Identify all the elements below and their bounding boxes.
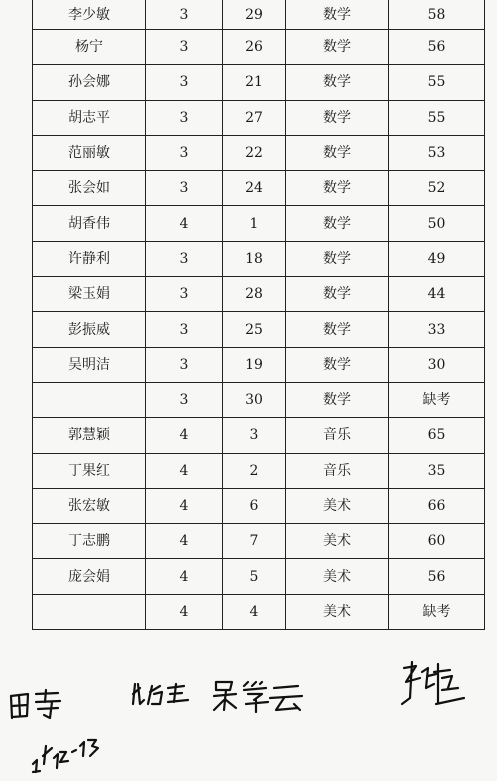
cell-class: 3	[146, 65, 223, 100]
cell-seat: 6	[223, 488, 286, 523]
cell-score: 50	[389, 206, 485, 241]
cell-name: 胡志平	[33, 100, 146, 135]
signature-2	[130, 680, 194, 710]
cell-class: 4	[146, 418, 223, 453]
cell-score: 52	[389, 171, 485, 206]
cell-score: 30	[389, 347, 485, 382]
cell-class: 3	[146, 171, 223, 206]
table-row	[33, 277, 485, 312]
signature-4	[398, 658, 470, 710]
cell-subject: 数学	[286, 135, 389, 170]
table-row	[33, 0, 485, 30]
cell-class: 3	[146, 30, 223, 65]
cell-class: 3	[146, 0, 223, 30]
cell-subject: 数学	[286, 312, 389, 347]
cell-name: 张宏敏	[33, 488, 146, 523]
table-row	[33, 171, 485, 206]
table-row	[33, 206, 485, 241]
table-row	[33, 135, 485, 170]
cell-name: 彭振威	[33, 312, 146, 347]
cell-seat: 26	[223, 30, 286, 65]
cell-score: 56	[389, 559, 485, 594]
cell-seat: 28	[223, 277, 286, 312]
cell-seat: 25	[223, 312, 286, 347]
table-row	[33, 241, 485, 276]
signature-1	[8, 688, 64, 724]
cell-score: 55	[389, 65, 485, 100]
cell-score: 49	[389, 241, 485, 276]
cell-score: 缺考	[389, 594, 485, 629]
score-table	[32, 0, 485, 630]
table-row	[33, 594, 485, 629]
cell-subject: 数学	[286, 382, 389, 417]
cell-subject: 音乐	[286, 418, 389, 453]
cell-seat: 1	[223, 206, 286, 241]
cell-score: 35	[389, 453, 485, 488]
cell-subject: 数学	[286, 277, 389, 312]
table-row	[33, 453, 485, 488]
cell-subject: 美术	[286, 524, 389, 559]
cell-name: 胡香伟	[33, 206, 146, 241]
cell-seat: 24	[223, 171, 286, 206]
cell-seat: 5	[223, 559, 286, 594]
cell-score: 65	[389, 418, 485, 453]
cell-class: 3	[146, 277, 223, 312]
cell-seat: 2	[223, 453, 286, 488]
cell-name: 丁果红	[33, 453, 146, 488]
cell-score: 56	[389, 30, 485, 65]
cell-name: 孙会娜	[33, 65, 146, 100]
cell-score: 66	[389, 488, 485, 523]
cell-score: 58	[389, 0, 485, 30]
cell-seat: 30	[223, 382, 286, 417]
cell-seat: 19	[223, 347, 286, 382]
cell-class: 4	[146, 594, 223, 629]
cell-score: 缺考	[389, 382, 485, 417]
cell-seat: 22	[223, 135, 286, 170]
cell-name: 丁志鹏	[33, 524, 146, 559]
cell-subject: 数学	[286, 171, 389, 206]
cell-seat: 29	[223, 0, 286, 30]
cell-name: 许静利	[33, 241, 146, 276]
cell-name: 李少敏	[33, 0, 146, 30]
cell-class: 3	[146, 241, 223, 276]
table-row	[33, 524, 485, 559]
cell-class: 4	[146, 453, 223, 488]
cell-name: 杨宁	[33, 30, 146, 65]
cell-name: 庞会娟	[33, 559, 146, 594]
cell-seat: 27	[223, 100, 286, 135]
signature-3	[210, 678, 306, 714]
table-row	[33, 65, 485, 100]
cell-name	[33, 594, 146, 629]
cell-subject: 数学	[286, 347, 389, 382]
cell-name	[33, 382, 146, 417]
cell-seat: 18	[223, 241, 286, 276]
cell-class: 4	[146, 524, 223, 559]
cell-subject: 数学	[286, 100, 389, 135]
signature-date	[30, 726, 116, 776]
table-row	[33, 382, 485, 417]
cell-class: 3	[146, 312, 223, 347]
cell-subject: 数学	[286, 0, 389, 30]
cell-class: 4	[146, 559, 223, 594]
table-row	[33, 312, 485, 347]
cell-name: 梁玉娟	[33, 277, 146, 312]
table-row	[33, 347, 485, 382]
cell-class: 4	[146, 206, 223, 241]
cell-class: 3	[146, 135, 223, 170]
cell-seat: 4	[223, 594, 286, 629]
table-row	[33, 418, 485, 453]
cell-score: 53	[389, 135, 485, 170]
cell-subject: 数学	[286, 241, 389, 276]
cell-subject: 美术	[286, 594, 389, 629]
cell-score: 33	[389, 312, 485, 347]
cell-score: 44	[389, 277, 485, 312]
cell-name: 范丽敏	[33, 135, 146, 170]
cell-score: 60	[389, 524, 485, 559]
table-row	[33, 488, 485, 523]
table-row	[33, 100, 485, 135]
cell-subject: 音乐	[286, 453, 389, 488]
cell-subject: 美术	[286, 488, 389, 523]
cell-subject: 数学	[286, 65, 389, 100]
cell-subject: 数学	[286, 206, 389, 241]
cell-name: 郭慧颖	[33, 418, 146, 453]
cell-subject: 美术	[286, 559, 389, 594]
cell-score: 55	[389, 100, 485, 135]
cell-class: 3	[146, 382, 223, 417]
cell-class: 3	[146, 347, 223, 382]
cell-class: 3	[146, 100, 223, 135]
score-table-body	[33, 0, 485, 630]
cell-seat: 3	[223, 418, 286, 453]
cell-name: 吴明洁	[33, 347, 146, 382]
cell-seat: 7	[223, 524, 286, 559]
table-row	[33, 30, 485, 65]
cell-subject: 数学	[286, 30, 389, 65]
cell-seat: 21	[223, 65, 286, 100]
cell-name: 张会如	[33, 171, 146, 206]
cell-class: 4	[146, 488, 223, 523]
table-row	[33, 559, 485, 594]
